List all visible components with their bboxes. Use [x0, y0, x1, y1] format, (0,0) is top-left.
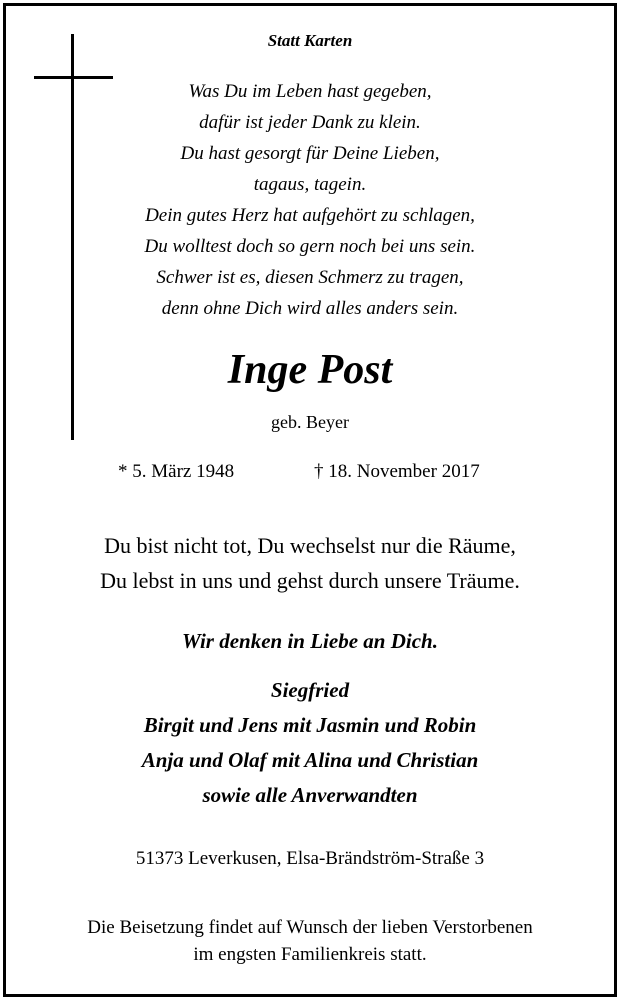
poem-line: Was Du im Leben hast gegeben,: [188, 81, 432, 102]
birth-date: * 5. März 1948: [118, 461, 235, 482]
maiden-name: geb. Beyer: [271, 412, 349, 432]
mourner-line: Birgit und Jens mit Jasmin und Robin: [143, 713, 477, 737]
burial-note-line: im engsten Familienkreis statt.: [193, 944, 427, 965]
quote-line: Du bist nicht tot, Du wechselst nur die Räume,: [104, 533, 516, 558]
burial-note: [0, 914, 620, 968]
memorial-quote: [0, 528, 620, 598]
poem-line: tagaus, tagein.: [253, 174, 367, 195]
quote-line: Du lebst in uns und gehst durch unsere Träume.: [100, 568, 520, 593]
mourners-list: [0, 673, 620, 813]
mourner-line: Siegfried: [270, 678, 350, 702]
poem-line: dafür ist jeder Dank zu klein.: [199, 112, 421, 133]
death-date: † 18. November 2017: [314, 461, 480, 482]
poem-line: Du wolltest doch so gern noch bei uns sein.: [144, 236, 476, 257]
burial-note-line: Die Beisetzung findet auf Wunsch der lieben Verstorbenen: [87, 917, 533, 938]
mourner-line: Anja und Olaf mit Alina und Christian: [141, 748, 479, 772]
poem-line: Du hast gesorgt für Deine Lieben,: [180, 143, 440, 164]
poem: [0, 76, 620, 324]
deceased-name: Inge Post: [227, 347, 393, 393]
poem-line: Dein gutes Herz hat aufgehört zu schlagen,: [145, 205, 475, 226]
mourner-line: sowie alle Anverwandten: [202, 783, 418, 807]
notice-heading: Statt Karten: [267, 31, 353, 50]
poem-line: denn ohne Dich wird alles anders sein.: [161, 298, 459, 319]
remembrance-line: Wir denken in Liebe an Dich.: [182, 629, 438, 653]
address: 51373 Leverkusen, Elsa-Brändström-Straße 3: [135, 848, 485, 869]
poem-line: Schwer ist es, diesen Schmerz zu tragen,: [156, 267, 464, 288]
